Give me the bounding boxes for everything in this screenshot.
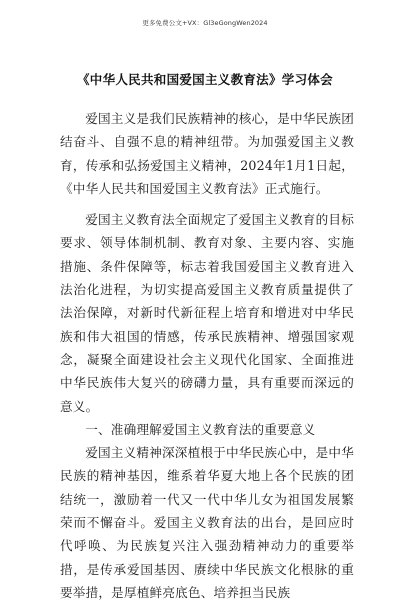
paragraph-section-1: 爱国主义精神深深植根于中华民族心中，是中华民族的精神基因，维系着华夏大地上各个民族的团结统一，激励着一代又一代中华儿女为祖国发展繁荣而不懈奋斗。爱国主义教育法的出台，是回应时代呼唤、为民族复兴注入强劲精神动力的重要举措，是传承爱国基因、赓续中华民族文化根脉的重要举措，是厚植鲜亮底色、培养担当民族 [60, 445, 354, 600]
document-body [60, 107, 354, 604]
paragraph-intro: 爱国主义是我们民族精神的核心，是中华民族团结奋斗、自强不息的精神纽带。为加强爱国主义教育，传承和弘扬爱国主义精神，2024年1月1日起，《中华人民共和国爱国主义教育法》正式施行。 [60, 111, 354, 196]
header-note: 更多免费公文+VX：Gl3eGongWen2024 [142, 19, 268, 27]
paragraph-overview: 爱国主义教育法全面规定了爱国主义教育的目标要求、领导体制机制、教育对象、主要内容、实施措施、条件保障等，标志着我国爱国主义教育进入法治化进程，为切实提高爱国主义教育质量提供了法治保障，对新时代新征程上培育和增进对中华民族和伟大祖国的情感，传承民族精神、增强国家观念，凝聚全面建设社会主义现代化国家、全面推进中华民族伟大复兴的磅礴力量，具有重要而深远的意义。 [60, 212, 354, 414]
paragraph-spacer [60, 200, 354, 208]
section-heading: 一、准确理解爱国主义教育法的重要意义 [85, 421, 316, 437]
document-title: 《中华人民共和国爱国主义教育法》学习体会 [76, 72, 333, 87]
